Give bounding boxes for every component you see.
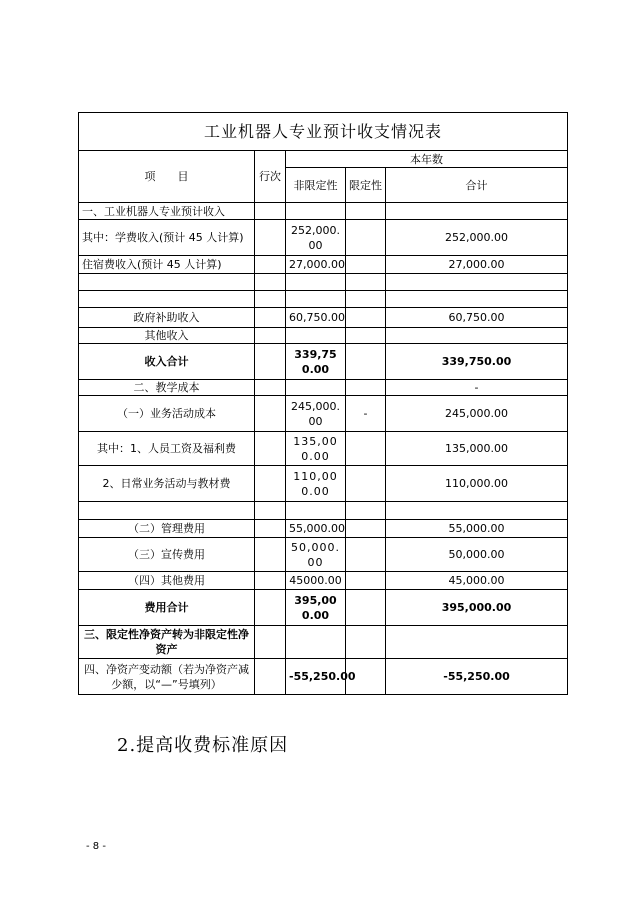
row-label: 其他收入	[79, 328, 255, 344]
header-year: 本年数	[286, 151, 568, 168]
row-line-no	[255, 220, 286, 256]
table-row	[79, 502, 568, 520]
row-label: （四）其他费用	[79, 572, 255, 590]
row-line-no	[255, 308, 286, 328]
table-row	[79, 256, 568, 274]
row-unrestricted	[286, 203, 346, 220]
table-row	[79, 466, 568, 502]
table-row	[79, 274, 568, 291]
row-total	[386, 274, 568, 291]
row-label: （一）业务活动成本	[79, 396, 255, 432]
row-restricted	[346, 274, 386, 291]
row-label: 费用合计	[79, 590, 255, 626]
table-row	[79, 659, 568, 695]
row-total	[386, 291, 568, 308]
row-total	[386, 203, 568, 220]
row-total: 60,750.00	[386, 308, 568, 328]
row-label: 其中：1、人员工资及福利费	[79, 432, 255, 466]
row-unrestricted: 135,000.00	[286, 432, 346, 466]
row-total: 27,000.00	[386, 256, 568, 274]
row-restricted: -	[346, 396, 386, 432]
row-line-no	[255, 590, 286, 626]
income-expense-table	[78, 112, 568, 695]
row-label: 其中：学费收入(预计 45 人计算)	[79, 220, 255, 256]
row-label: 四、净资产变动额（若为净资产减少额，以“—”号填列）	[79, 659, 255, 695]
row-restricted	[346, 220, 386, 256]
row-line-no	[255, 203, 286, 220]
row-unrestricted: 395,000.00	[286, 590, 346, 626]
row-unrestricted: 60,750.00	[286, 308, 346, 328]
row-line-no	[255, 344, 286, 380]
row-total: 252,000.00	[386, 220, 568, 256]
row-restricted	[346, 432, 386, 466]
row-total: 339,750.00	[386, 344, 568, 380]
header-unrestricted: 非限定性	[286, 168, 346, 203]
row-total: -	[386, 380, 568, 396]
row-restricted	[346, 572, 386, 590]
row-restricted	[346, 538, 386, 572]
table-row	[79, 572, 568, 590]
row-label: （三）宣传费用	[79, 538, 255, 572]
row-line-no	[255, 274, 286, 291]
row-restricted	[346, 520, 386, 538]
row-line-no	[255, 466, 286, 502]
header-item: 项 目	[79, 151, 255, 203]
table-row	[79, 432, 568, 466]
table-row	[79, 538, 568, 572]
row-label: 2、日常业务活动与教材费	[79, 466, 255, 502]
row-restricted	[346, 328, 386, 344]
row-total: 50,000.00	[386, 538, 568, 572]
row-unrestricted	[286, 328, 346, 344]
row-total	[386, 626, 568, 659]
header-total: 合计	[386, 168, 568, 203]
row-unrestricted: 110,000.00	[286, 466, 346, 502]
page-number: - 8 -	[86, 841, 106, 852]
row-label: 政府补助收入	[79, 308, 255, 328]
row-restricted	[346, 256, 386, 274]
row-total	[386, 328, 568, 344]
row-line-no	[255, 396, 286, 432]
row-restricted	[346, 590, 386, 626]
row-total: 245,000.00	[386, 396, 568, 432]
row-line-no	[255, 538, 286, 572]
table-row	[79, 626, 568, 659]
table-row	[79, 520, 568, 538]
row-total: 55,000.00	[386, 520, 568, 538]
row-line-no	[255, 380, 286, 396]
row-label: 收入合计	[79, 344, 255, 380]
row-unrestricted	[286, 274, 346, 291]
row-total: 110,000.00	[386, 466, 568, 502]
row-unrestricted	[286, 502, 346, 520]
row-unrestricted: 339,750.00	[286, 344, 346, 380]
row-restricted	[346, 502, 386, 520]
row-line-no	[255, 502, 286, 520]
row-line-no	[255, 659, 286, 695]
row-total: 45,000.00	[386, 572, 568, 590]
row-label: 二、教学成本	[79, 380, 255, 396]
table-row	[79, 328, 568, 344]
row-label: 住宿费收入(预计 45 人计算)	[79, 256, 255, 274]
table-row	[79, 344, 568, 380]
row-label	[79, 274, 255, 291]
row-restricted	[346, 380, 386, 396]
row-unrestricted: -55,250.00	[286, 659, 346, 695]
table-title: 工业机器人专业预计收支情况表	[79, 113, 568, 151]
row-unrestricted	[286, 626, 346, 659]
row-restricted	[346, 308, 386, 328]
row-restricted	[346, 344, 386, 380]
row-restricted	[346, 291, 386, 308]
row-unrestricted: 45000.00	[286, 572, 346, 590]
header-line-no: 行次	[255, 151, 286, 203]
row-line-no	[255, 432, 286, 466]
row-unrestricted: 245,000.00	[286, 396, 346, 432]
row-total	[386, 502, 568, 520]
row-total: 395,000.00	[386, 590, 568, 626]
row-line-no	[255, 291, 286, 308]
row-line-no	[255, 520, 286, 538]
row-unrestricted: 50,000.00	[286, 538, 346, 572]
table-row	[79, 203, 568, 220]
row-total: 135,000.00	[386, 432, 568, 466]
row-label	[79, 291, 255, 308]
row-unrestricted	[286, 380, 346, 396]
table-row	[79, 590, 568, 626]
row-unrestricted: 252,000.00	[286, 220, 346, 256]
row-label: 三、限定性净资产转为非限定性净资产	[79, 626, 255, 659]
table-row	[79, 308, 568, 328]
row-line-no	[255, 626, 286, 659]
table-row	[79, 220, 568, 256]
table-row	[79, 396, 568, 432]
header-restricted: 限定性	[346, 168, 386, 203]
row-label	[79, 502, 255, 520]
row-label: 一、工业机器人专业预计收入	[79, 203, 255, 220]
row-total: -55,250.00	[386, 659, 568, 695]
row-restricted	[346, 203, 386, 220]
table-row	[79, 291, 568, 308]
section-heading: 2.提高收费标准原因	[117, 735, 289, 756]
row-unrestricted: 27,000.00	[286, 256, 346, 274]
table-row	[79, 380, 568, 396]
row-restricted	[346, 626, 386, 659]
row-line-no	[255, 256, 286, 274]
row-unrestricted	[286, 291, 346, 308]
row-unrestricted: 55,000.00	[286, 520, 346, 538]
row-line-no	[255, 328, 286, 344]
row-label: （二）管理费用	[79, 520, 255, 538]
row-line-no	[255, 572, 286, 590]
row-restricted	[346, 466, 386, 502]
